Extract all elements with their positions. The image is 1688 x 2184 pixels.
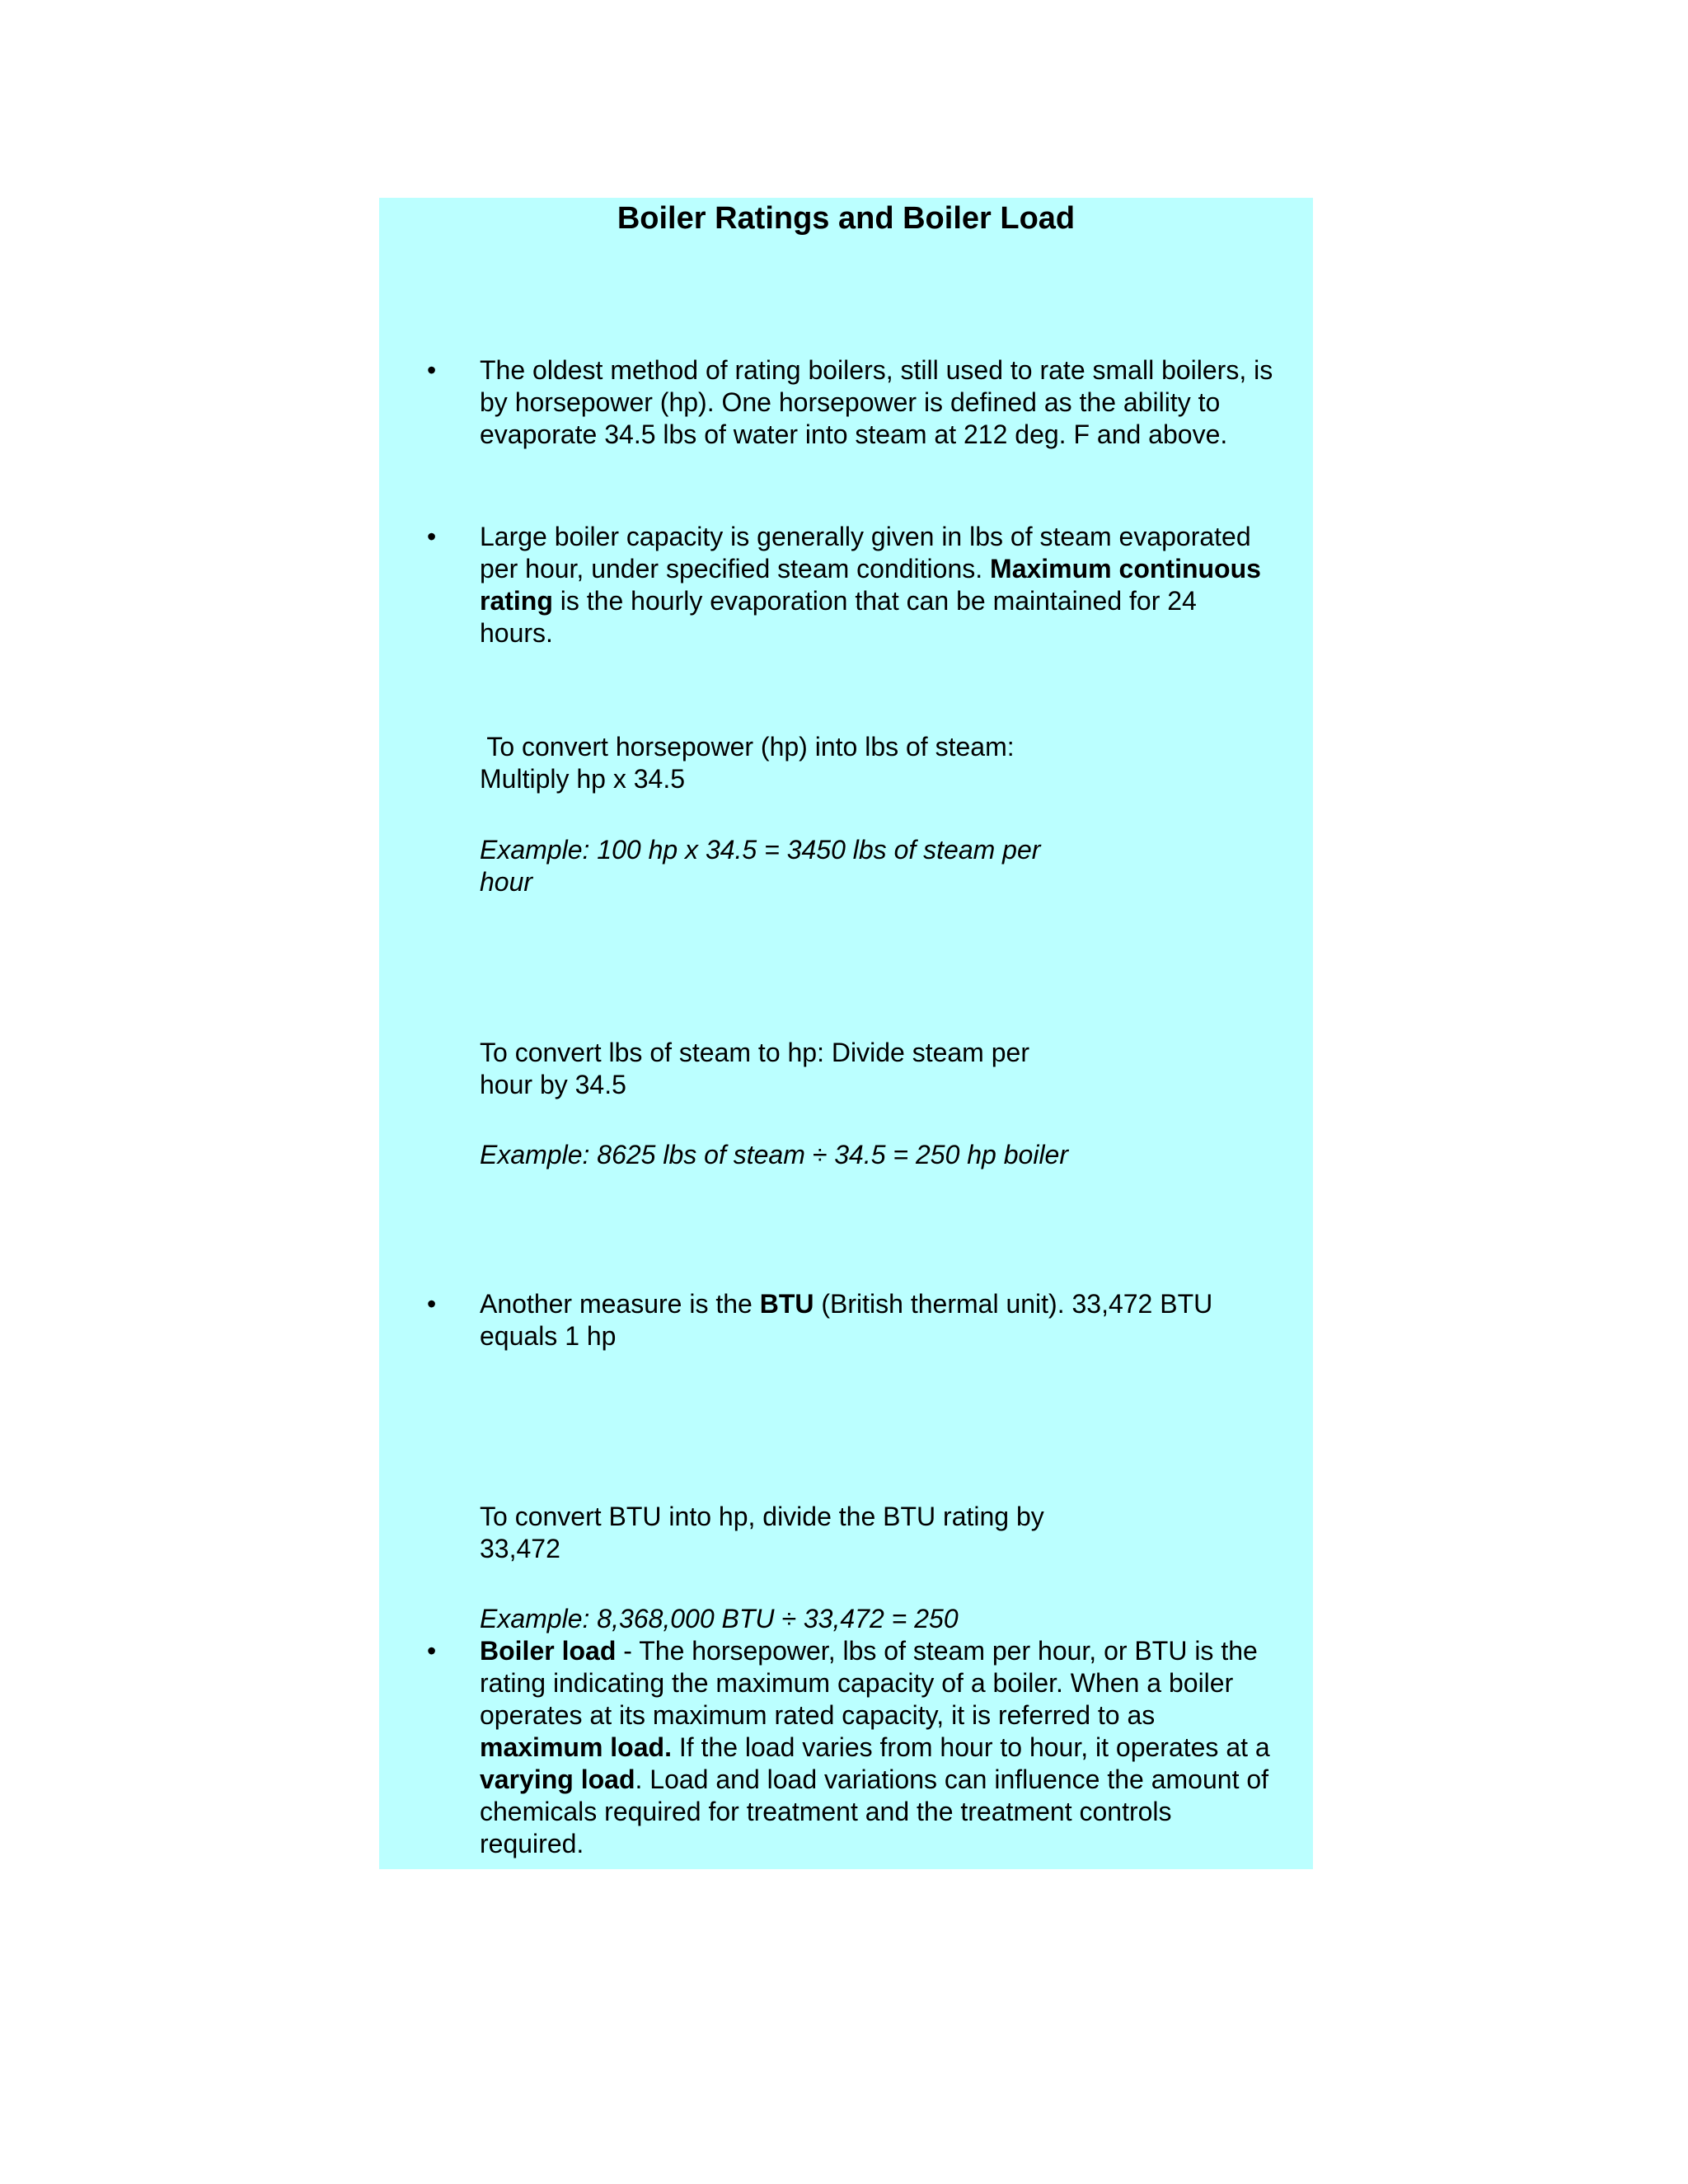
text-line: 33,472 — [480, 1534, 560, 1563]
text-run: Another measure is the — [480, 1289, 760, 1319]
text-line: rating indicating the maximum capacity of a boiler. When a boiler — [480, 1668, 1234, 1698]
text-line: To convert BTU into hp, divide the BTU rating by — [480, 1502, 1044, 1531]
large-boiler-capacity-paragraph — [480, 521, 1261, 649]
text-line — [480, 553, 1261, 585]
text-line: To convert lbs of steam to hp: Divide steam per — [480, 1038, 1029, 1067]
text-line — [480, 1732, 1270, 1764]
text-line: Example: 8625 lbs of steam ÷ 34.5 = 250 hp boiler — [480, 1140, 1068, 1169]
bold-term: Boiler load — [480, 1636, 617, 1666]
text-run: per hour, under specified steam conditions. — [480, 554, 991, 583]
bold-term: maximum load. — [480, 1732, 672, 1762]
bold-term: varying load — [480, 1765, 635, 1794]
boiler-load-paragraph — [480, 1635, 1270, 1860]
text-line: hour — [480, 867, 533, 897]
text-line — [480, 1764, 1270, 1796]
bullet-marker: • — [427, 1289, 437, 1319]
hp-to-steam-instruction — [480, 731, 1015, 795]
text-line: The oldest method of rating boilers, still used to rate small boilers, is — [480, 355, 1273, 385]
btu-measure-paragraph — [480, 1288, 1212, 1352]
hp-to-steam-example — [480, 834, 1040, 898]
bold-term: BTU — [759, 1289, 814, 1319]
text-run: is the hourly evaporation that can be maintained for 24 — [552, 586, 1197, 616]
text-line: Multiply hp x 34.5 — [480, 764, 686, 794]
text-line — [480, 1288, 1212, 1320]
bold-term: rating — [480, 586, 553, 616]
bullet-marker: • — [427, 355, 437, 385]
text-line — [480, 585, 1261, 617]
text-line: To convert horsepower (hp) into lbs of steam: — [480, 732, 1015, 762]
text-line: evaporate 34.5 lbs of water into steam at 212 deg. F and above. — [480, 419, 1228, 449]
btu-to-hp-instruction — [480, 1501, 1044, 1565]
btu-to-hp-example — [480, 1603, 959, 1635]
text-run: . Load and load variations can influence the amount of — [635, 1765, 1269, 1794]
bold-term: Maximum continuous — [990, 554, 1261, 583]
page-title: Boiler Ratings and Boiler Load — [617, 201, 1076, 236]
text-line — [480, 1635, 1270, 1667]
text-run: - The horsepower, lbs of steam per hour, or BTU is the — [616, 1636, 1258, 1666]
text-run: If the load varies from hour to hour, it operates at a — [671, 1732, 1270, 1762]
text-line: hours. — [480, 618, 553, 648]
text-line: by horsepower (hp). One horsepower is defined as the ability to — [480, 387, 1221, 417]
text-line: operates at its maximum rated capacity, it is referred to as — [480, 1700, 1156, 1730]
text-line: chemicals required for treatment and the treatment controls — [480, 1797, 1172, 1826]
bullet-marker: • — [427, 522, 437, 551]
text-line: Example: 8,368,000 BTU ÷ 33,472 = 250 — [480, 1604, 959, 1633]
text-line: Large boiler capacity is generally given in lbs of steam evaporated — [480, 522, 1251, 551]
steam-to-hp-instruction — [480, 1037, 1029, 1101]
bullet-marker: • — [427, 1636, 437, 1666]
text-line: equals 1 hp — [480, 1321, 617, 1351]
text-run: (British thermal unit). 33,472 BTU — [814, 1289, 1213, 1319]
steam-to-hp-example — [480, 1139, 1068, 1171]
text-line: Example: 100 hp x 34.5 = 3450 lbs of steam per — [480, 835, 1041, 865]
horsepower-rating-paragraph — [480, 354, 1273, 451]
text-line: hour by 34.5 — [480, 1070, 626, 1099]
text-line: required. — [480, 1829, 584, 1858]
